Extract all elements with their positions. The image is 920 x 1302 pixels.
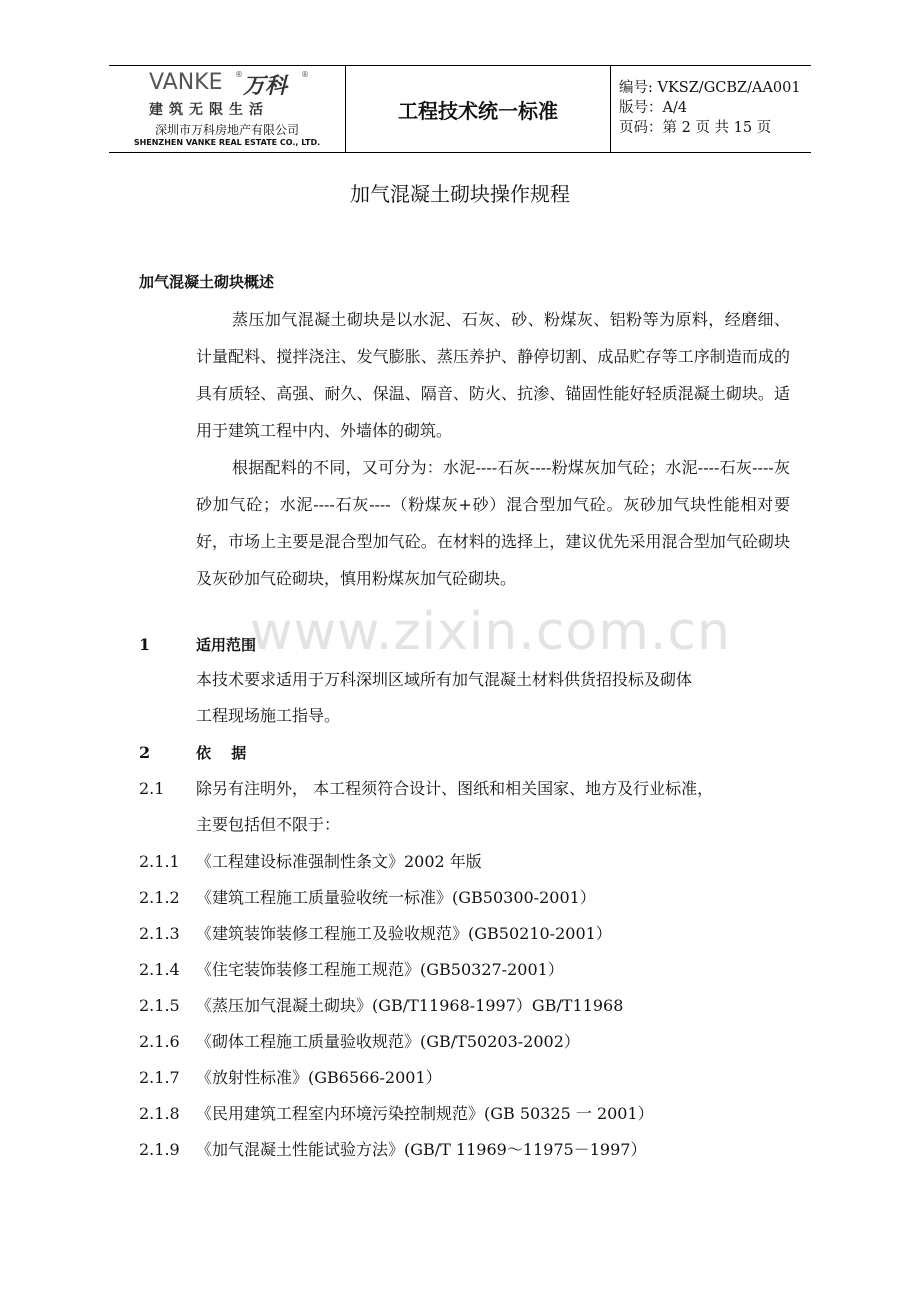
vanke-logo-cn: 万科 (243, 74, 288, 99)
item-number: 2.1.1 (139, 852, 180, 871)
page-title: 加气混凝土砌块操作规程 (350, 182, 570, 206)
vanke-logo-text: VANKE (149, 70, 223, 95)
item-number: 2.1.2 (139, 888, 180, 907)
basis-line-1: 除另有注明外， 本工程须符合设计、图纸和相关国家、地方及行业标准， (196, 779, 714, 798)
item-number: 2.1.9 (139, 1140, 180, 1159)
item-number: 2.1.6 (139, 1032, 180, 1051)
standard-name: 《民用建筑工程室内环境污染控制规范》(GB 50325 一 2001） (196, 1104, 654, 1123)
overview-heading: 加气混凝土砌块概述 (139, 273, 275, 291)
item-number: 2.1.8 (139, 1104, 180, 1123)
scope-line-1: 本技术要求适用于万科深圳区域所有加气混凝土材料供货招投标及砌体 (196, 670, 693, 689)
registered-mark: ® (301, 70, 309, 79)
item-number: 2.1.4 (139, 960, 180, 979)
item-number: 2.1.7 (139, 1068, 180, 1087)
overview-paragraph-2: 根据配料的不同，又可分为：水泥----石灰----粉煤灰加气砼；水泥----石灰----灰砂加气砼；水泥----石灰----（粉煤灰+砂）混合型加气砼。灰砂加气块性能相对要好，市场上主要是混合型加气砼。在材料的选择上，建议优先采用混合型加气砼砌块及灰砂加气砼砌块，慎用粉煤灰加气砼砌块。 (196, 458, 790, 588)
document-header (109, 65, 811, 153)
standard-name: 《砌体工程施工质量验收规范》(GB/T50203-2002） (196, 1032, 580, 1051)
scope-line-2: 工程现场施工指导。 (196, 706, 341, 725)
page-number: 页码：第 2 页 共 15 页 (619, 120, 772, 136)
section-title: 适用范围 (196, 636, 257, 654)
registered-mark: ® (235, 70, 243, 79)
item-number: 2.1.3 (139, 924, 180, 943)
standard-name: 《工程建设标准强制性条文》2002 年版 (196, 852, 482, 871)
document-kind: 工程技术统一标准 (398, 98, 558, 123)
logo-slogan: 建筑无限生活 (149, 102, 269, 118)
watermark: www.zixin.com.cn (250, 602, 731, 662)
section-number: 2 (139, 743, 151, 762)
standard-name: 《蒸压加气混凝土砌块》(GB/T11968-1997）GB/T11968 (196, 996, 624, 1015)
standard-name: 《放射性标准》(GB6566-2001） (196, 1068, 442, 1087)
header-meta-cell (611, 66, 811, 152)
overview-paragraph-1: 蒸压加气混凝土砌块是以水泥、石灰、砂、粉煤灰、铝粉等为原料，经磨细、计量配料、搅拌浇注、发气膨胀、蒸压养护、静停切割、成品贮存等工序制造而成的具有质轻、高强、耐久、保温、隔音、防火、抗渗、锚固性能好轻质混凝土砌块。适用于建筑工程中内、外墙体的砌筑。 (196, 310, 790, 440)
header-title-cell (346, 66, 611, 152)
company-name-en: SHENZHEN VANKE REAL ESTATE CO., LTD. (133, 138, 321, 147)
standard-name: 《加气混凝土性能试验方法》(GB/T 11969～11975－1997） (196, 1140, 647, 1159)
company-logo-block (109, 66, 346, 152)
document-version: 版号：A/4 (619, 100, 688, 116)
document-code: 编号: VKSZ/GCBZ/AA001 (619, 80, 801, 96)
section-title: 依 据 (196, 744, 247, 762)
section-number: 1 (139, 635, 151, 654)
standard-name: 《住宅装饰装修工程施工规范》(GB50327-2001） (196, 960, 564, 979)
basis-line-2: 主要包括但不限于： (196, 815, 341, 834)
company-name-cn: 深圳市万科房地产有限公司 (154, 123, 299, 137)
clause-number: 2.1 (139, 779, 165, 798)
standard-name: 《建筑工程施工质量验收统一标准》(GB50300-2001） (196, 888, 596, 907)
item-number: 2.1.5 (139, 996, 180, 1015)
standard-name: 《建筑装饰装修工程施工及验收规范》(GB50210-2001） (196, 924, 612, 943)
